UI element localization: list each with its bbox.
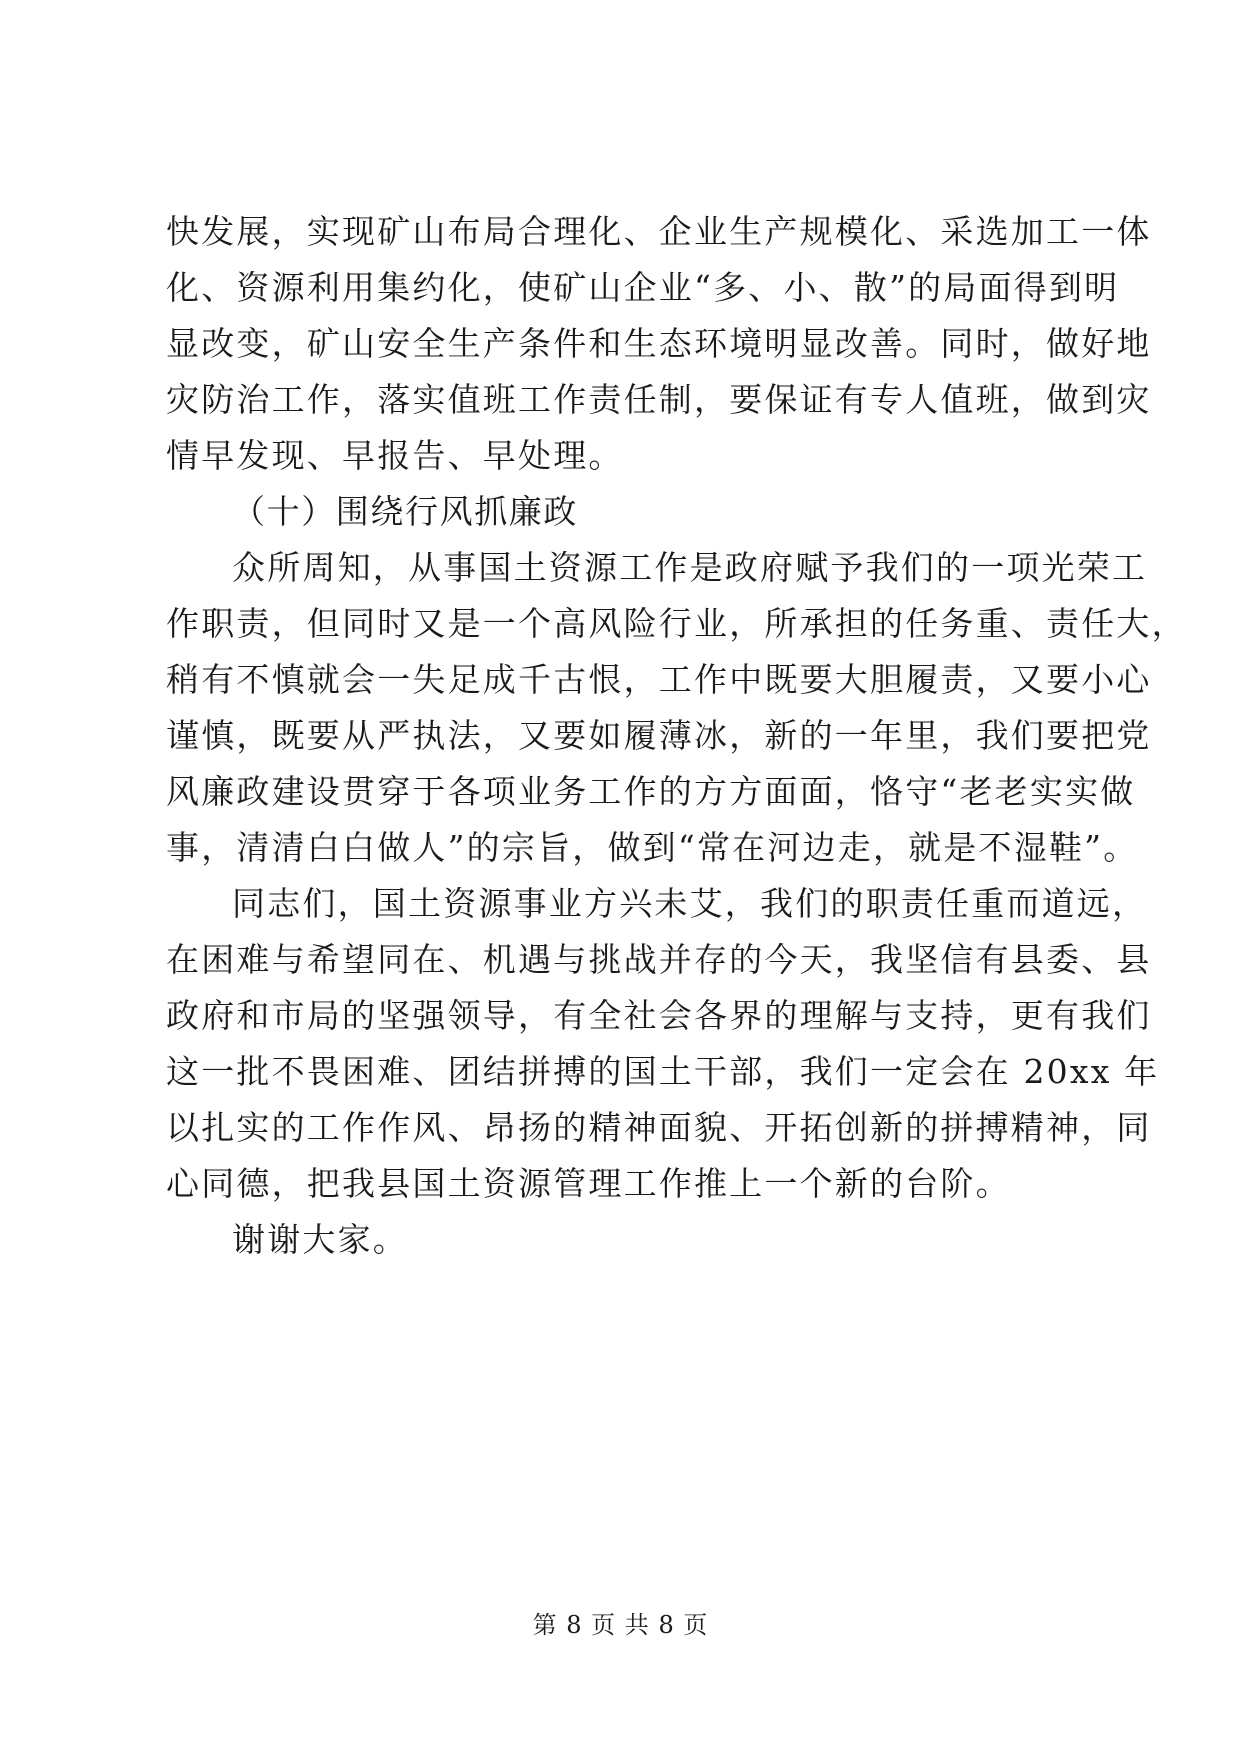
paragraph-line: 事，清清白白做人”的宗旨，做到“常在河边走，就是不湿鞋”。 [166,828,1139,867]
paragraph-line: 情早发现、早报告、早处理。 [166,436,624,475]
paragraph-line: 心同德，把我县国土资源管理工作推上一个新的台阶。 [166,1164,1011,1203]
closing-line: 谢谢大家。 [232,1220,408,1259]
paragraph-line: 这一批不畏困难、团结拼搏的国土干部，我们一定会在 20xx 年 [166,1052,1160,1091]
section-heading: （十）围绕行风抓廉政 [232,492,578,531]
paragraph-line: 众所周知，从事国土资源工作是政府赋予我们的一项光荣工 [232,548,1148,587]
paragraph-line: 风廉政建设贯穿于各项业务工作的方方面面，恪守“老老实实做 [166,772,1136,811]
paragraph-line: 灾防治工作，落实值班工作责任制，要保证有专人值班，做到灾 [166,380,1152,419]
paragraph-line: 作职责，但同时又是一个高风险行业，所承担的任务重、责任大， [166,604,1187,643]
paragraph-line: 同志们，国土资源事业方兴未艾，我们的职责任重而道远， [232,884,1148,923]
page-number-footer: 第 8 页 共 8 页 [532,1611,709,1639]
paragraph-line: 快发展，实现矿山布局合理化、企业生产规模化、采选加工一体 [166,212,1152,251]
paragraph-line: 显改变，矿山安全生产条件和生态环境明显改善。同时，做好地 [166,324,1152,363]
paragraph-line: 谨慎，既要从严执法，又要如履薄冰，新的一年里，我们要把党 [166,716,1152,755]
paragraph-line: 在困难与希望同在、机遇与挑战并存的今天，我坚信有县委、县 [166,940,1152,979]
paragraph-line: 政府和市局的坚强领导，有全社会各界的理解与支持，更有我们 [166,996,1152,1035]
paragraph-line: 化、资源利用集约化，使矿山企业“多、小、散”的局面得到明 [166,268,1120,307]
paragraph-line: 以扎实的工作作风、昂扬的精神面貌、开拓创新的拼搏精神，同 [166,1108,1152,1147]
paragraph-line: 稍有不慎就会一失足成千古恨，工作中既要大胆履责，又要小心 [166,660,1152,699]
